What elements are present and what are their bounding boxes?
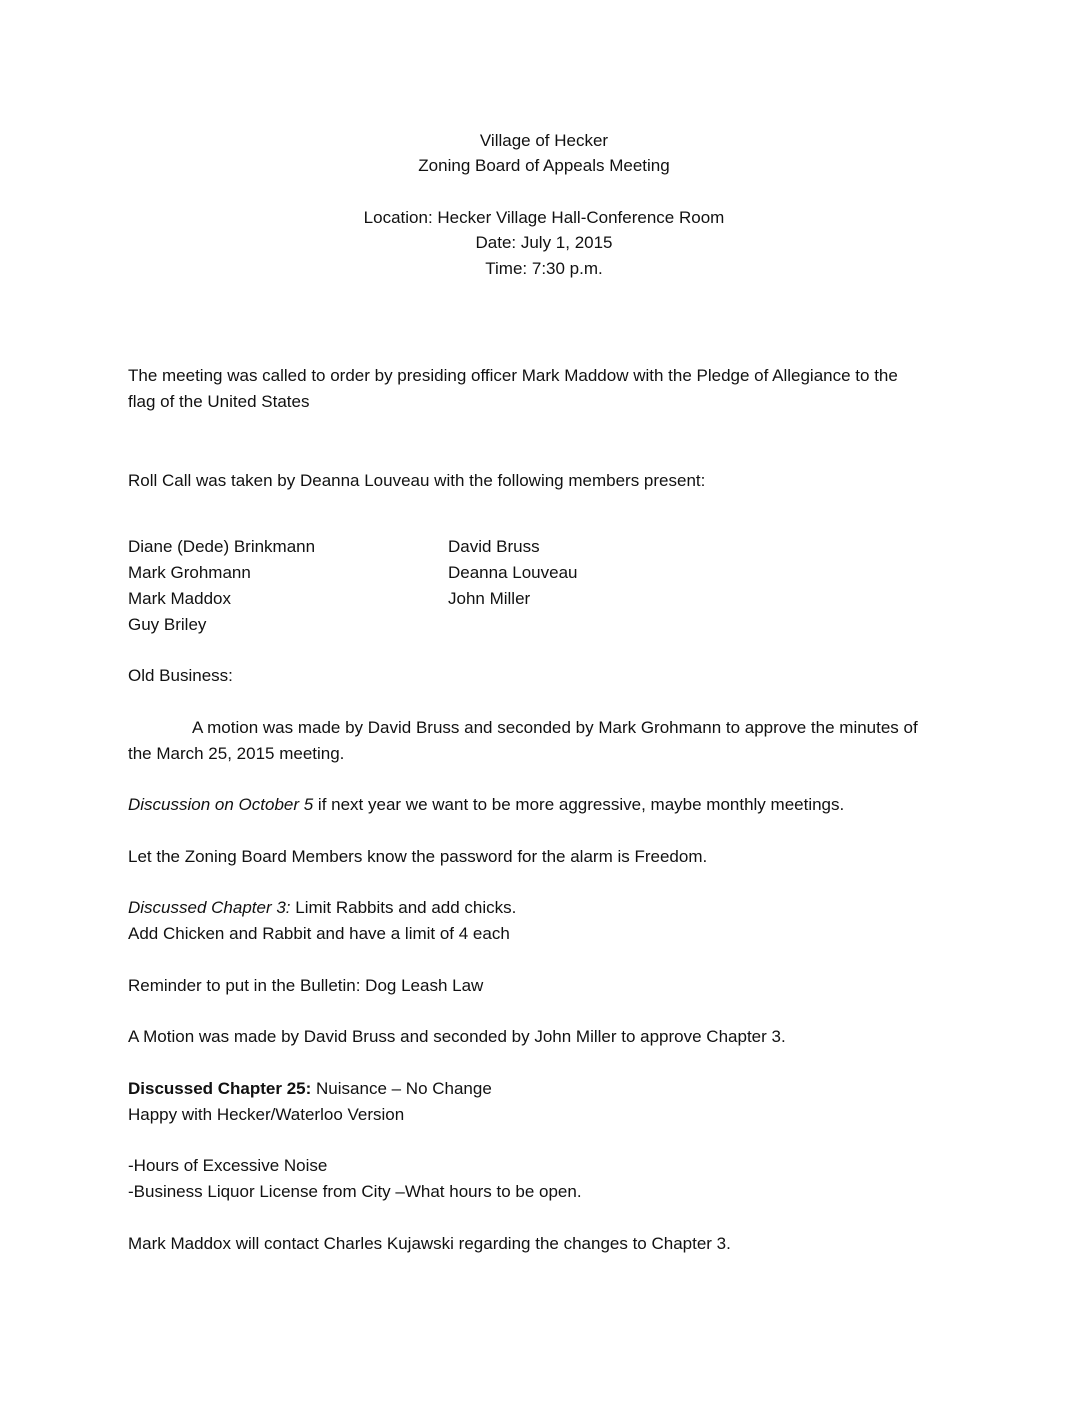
- meeting-location: Location: Hecker Village Hall-Conference Room: [363, 208, 725, 227]
- meeting-time: Time: 7:30 p.m.: [485, 259, 603, 278]
- member-name: Deanna Louveau: [448, 563, 578, 582]
- chapter25-line2: Happy with Hecker/Waterloo Version: [128, 1105, 405, 1124]
- chapter3-text: Limit Rabbits and add chicks.: [290, 898, 517, 917]
- password-line: Let the Zoning Board Members know the password for the alarm is Freedom.: [128, 847, 708, 866]
- member-name: Guy Briley: [128, 615, 207, 634]
- motion2-line: A Motion was made by David Bruss and seconded by John Miller to approve Chapter 3.: [128, 1027, 786, 1046]
- old-business-heading: Old Business:: [128, 666, 233, 685]
- noise-line: -Hours of Excessive Noise: [128, 1156, 328, 1175]
- roll-call-line: Roll Call was taken by Deanna Louveau with the following members present:: [128, 471, 706, 490]
- chapter25-line1: [128, 1078, 492, 1100]
- discussion-label: Discussion on October 5: [128, 795, 314, 814]
- chapter25-label: Discussed Chapter 25:: [128, 1079, 312, 1098]
- chapter3-line2: Add Chicken and Rabbit and have a limit of 4 each: [128, 924, 510, 943]
- member-name: Mark Grohmann: [128, 563, 251, 582]
- contact-line: Mark Maddox will contact Charles Kujawski regarding the changes to Chapter 3.: [128, 1234, 731, 1253]
- liquor-line: -Business Liquor License from City –What hours to be open.: [128, 1182, 582, 1201]
- chapter25-text: Nuisance – No Change: [311, 1079, 492, 1098]
- motion1-line2: the March 25, 2015 meeting.: [128, 744, 345, 763]
- opening-paragraph-line1: The meeting was called to order by presiding officer Mark Maddow with the Pledge of Allegiance to the: [128, 366, 898, 385]
- member-name: Mark Maddox: [128, 589, 231, 608]
- document-title: Village of Hecker: [479, 131, 609, 150]
- member-name: David Bruss: [448, 537, 540, 556]
- motion1-line1: A motion was made by David Bruss and seconded by Mark Grohmann to approve the minutes of: [192, 718, 918, 737]
- discussion-text: if next year we want to be more aggressive, maybe monthly meetings.: [313, 795, 845, 814]
- chapter3-line1: [128, 897, 516, 919]
- chapter3-label: Discussed Chapter 3:: [128, 898, 291, 917]
- member-name: John Miller: [448, 589, 531, 608]
- document-subtitle: Zoning Board of Appeals Meeting: [418, 156, 670, 175]
- member-name: Diane (Dede) Brinkmann: [128, 537, 316, 556]
- discussion-line: [128, 794, 844, 816]
- meeting-date: Date: July 1, 2015: [475, 233, 613, 252]
- reminder-line: Reminder to put in the Bulletin: Dog Leash Law: [128, 976, 484, 995]
- opening-paragraph-line2: flag of the United States: [128, 392, 310, 411]
